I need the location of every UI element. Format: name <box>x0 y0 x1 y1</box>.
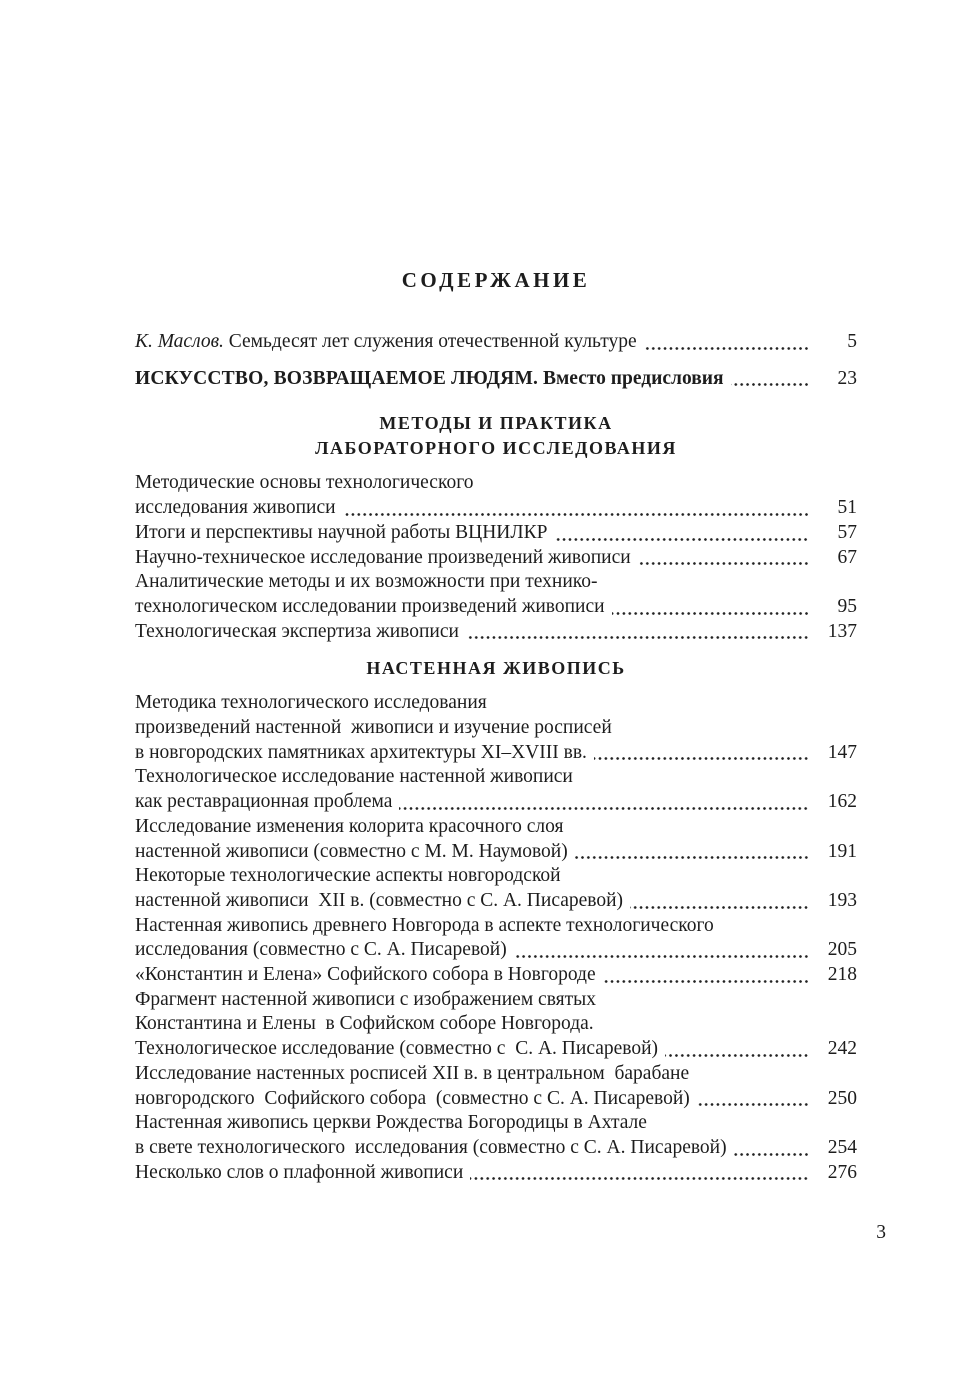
toc-page-number: 193 <box>827 889 857 911</box>
dot-leader <box>638 561 809 566</box>
dot-leader <box>575 855 809 860</box>
toc-entry-line <box>135 1136 857 1161</box>
dot-leader <box>697 1102 809 1107</box>
toc-entry-line <box>135 914 857 939</box>
toc-entry-line <box>135 1111 857 1136</box>
toc-entry-line <box>135 1012 857 1037</box>
dot-leader <box>731 382 809 387</box>
toc-entry-line <box>135 716 857 741</box>
toc-section <box>135 411 857 644</box>
dot-leader <box>734 1152 809 1157</box>
toc-entry-text: «Константин и Елена» Софийского собора в Новгороде <box>135 964 596 986</box>
section-heading <box>135 411 857 461</box>
toc-entry-text: произведений настенной живописи и изучение росписей <box>135 717 612 739</box>
toc-entry <box>135 815 857 864</box>
toc-entry-line <box>135 620 857 645</box>
dot-leader <box>603 979 809 984</box>
dot-leader <box>612 611 809 616</box>
toc-entry-line <box>135 988 857 1013</box>
toc-page-number: 218 <box>827 964 857 986</box>
toc-entry-text: Фрагмент настенной живописи с изображением святых <box>135 988 596 1010</box>
toc-entry <box>135 620 857 645</box>
toc-entry-line <box>135 864 857 889</box>
dot-leader <box>343 512 809 517</box>
section-heading <box>135 656 857 681</box>
toc-entry <box>135 367 857 392</box>
toc-entry <box>135 988 857 1062</box>
toc-entry-line <box>135 546 857 571</box>
toc-page-number: 57 <box>837 521 857 543</box>
toc-entry-text: Методические основы технологического <box>135 472 474 494</box>
toc-entry-text: Технологическое исследование настенной живописи <box>135 766 573 788</box>
folio-page-number: 3 <box>876 1222 886 1243</box>
toc-section <box>135 656 857 1185</box>
toc-entry-line <box>135 1037 857 1062</box>
toc-entry-line <box>135 691 857 716</box>
toc-entry-text: как реставрационная проблема <box>135 791 393 813</box>
toc-entry-text: Технологическое исследование (совместно с С. А. Писаревой) <box>135 1038 659 1060</box>
toc-entry-line <box>135 367 857 392</box>
toc-entry-line <box>135 330 857 355</box>
toc-entry-text: настенной живописи XII в. (совместно с С. А. Писаревой) <box>135 889 624 911</box>
toc-entry <box>135 691 857 765</box>
toc-page-number: 205 <box>827 939 857 961</box>
toc-entry-text: Некоторые технологические аспекты новгородской <box>135 865 561 887</box>
toc-entry-line <box>135 471 857 496</box>
section-heading-line: ЛАБОРАТОРНОГО ИССЛЕДОВАНИЯ <box>315 438 677 459</box>
front-entry-list <box>135 330 857 391</box>
toc-entry-text: в новгородских памятниках архитектуры XI–XVIII вв. <box>135 741 587 763</box>
toc-entry-line <box>135 889 857 914</box>
toc-text-segment: ИСКУССТВО, ВОЗВРАЩАЕМОЕ ЛЮДЯМ. <box>135 367 539 389</box>
toc-entry-line <box>135 840 857 865</box>
dot-leader <box>470 1176 809 1181</box>
toc-entry-line <box>135 521 857 546</box>
toc-entry-text <box>135 330 637 355</box>
toc-entry <box>135 914 857 963</box>
toc-entry-text: исследования живописи <box>135 497 336 519</box>
toc-entry <box>135 1111 857 1160</box>
dot-leader <box>554 537 809 542</box>
toc-text-segment: Вместо предисловия <box>538 367 724 389</box>
dot-leader <box>630 905 809 910</box>
toc-entry-line <box>135 496 857 521</box>
dot-leader <box>644 346 809 351</box>
sections <box>135 411 857 1185</box>
toc-entry-text: Итоги и перспективы научной работы ВЦНИЛКР <box>135 521 548 543</box>
toc-page-number: 95 <box>837 595 857 617</box>
dot-leader <box>466 635 809 640</box>
dot-leader <box>665 1053 809 1058</box>
toc-entry-line <box>135 1062 857 1087</box>
toc-page-number: 67 <box>837 546 857 568</box>
toc-entry-text: новгородского Софийского собора (совместно с С. А. Писаревой) <box>135 1087 690 1109</box>
toc-page-number: 250 <box>827 1087 857 1109</box>
toc-entry <box>135 1062 857 1111</box>
toc-entry-line <box>135 595 857 620</box>
toc-page-number: 147 <box>827 741 857 763</box>
toc-entry-text: настенной живописи (совместно с М. М. Наумовой) <box>135 840 568 862</box>
section-heading-line: НАСТЕННАЯ ЖИВОПИСЬ <box>366 658 626 679</box>
dot-leader <box>594 756 809 761</box>
toc-entry-line <box>135 963 857 988</box>
toc-entry-text: Константина и Елены в Софийском соборе Новгорода. <box>135 1013 594 1035</box>
toc-entry-line <box>135 741 857 766</box>
toc-page-number: 191 <box>827 840 857 862</box>
toc-entry-text: Несколько слов о плафонной живописи <box>135 1161 464 1183</box>
toc-entry-line <box>135 815 857 840</box>
section-entry-list <box>135 471 857 644</box>
toc-entry-text: Научно-техническое исследование произведений живописи <box>135 546 631 568</box>
toc-entry <box>135 521 857 546</box>
dot-leader <box>399 806 809 811</box>
toc-entry <box>135 765 857 814</box>
toc-text-segment: К. Маслов. <box>135 331 224 352</box>
toc-page-number: 254 <box>827 1136 857 1158</box>
toc-page-number: 23 <box>837 367 857 389</box>
toc-entry-text: Исследование изменения колорита красочного слоя <box>135 815 564 837</box>
toc-page-number: 5 <box>847 331 857 352</box>
toc-entry-line <box>135 790 857 815</box>
toc-entry-text: технологическом исследовании произведений живописи <box>135 595 605 617</box>
toc-entry-line <box>135 1161 857 1186</box>
toc-entry <box>135 1161 857 1186</box>
dot-leader <box>514 954 809 959</box>
toc-text-segment: Семьдесят лет служения отечественной культуре <box>223 331 637 352</box>
toc-page-number: 276 <box>827 1161 857 1183</box>
page-title: СОДЕРЖАНИЕ <box>401 268 591 292</box>
toc-page-number: 137 <box>827 620 857 642</box>
toc-entry-text: исследования (совместно с С. А. Писаревой) <box>135 939 507 961</box>
toc-entry-text: в свете технологического исследования (совместно с С. А. Писаревой) <box>135 1136 727 1158</box>
toc-entry <box>135 330 857 355</box>
toc-entry-text: Настенная живопись церкви Рождества Богородицы в Ахтале <box>135 1112 647 1134</box>
toc-entry-line <box>135 765 857 790</box>
toc-entry <box>135 864 857 913</box>
toc-page-number: 162 <box>827 791 857 813</box>
toc-entry-line <box>135 570 857 595</box>
section-entry-list <box>135 691 857 1185</box>
toc-entry-text: Методика технологического исследования <box>135 692 487 714</box>
toc-page-number: 51 <box>837 497 857 519</box>
toc-entry-text: Исследование настенных росписей XII в. в центральном барабане <box>135 1062 690 1084</box>
toc-entry <box>135 570 857 619</box>
toc-content-column <box>135 266 857 1185</box>
toc-entry <box>135 546 857 571</box>
toc-entry-text: Технологическая экспертиза живописи <box>135 620 459 642</box>
toc-page-number: 242 <box>827 1038 857 1060</box>
toc-entry-text: Настенная живопись древнего Новгорода в аспекте технологического <box>135 914 714 936</box>
toc-entry <box>135 471 857 520</box>
toc-entry-text: Аналитические методы и их возможности при технико- <box>135 571 598 593</box>
section-heading-line: МЕТОДЫ И ПРАКТИКА <box>379 413 613 434</box>
toc-entry-line <box>135 1087 857 1112</box>
toc-entry-text <box>135 367 724 392</box>
toc-entry <box>135 963 857 988</box>
toc-entry-line <box>135 938 857 963</box>
